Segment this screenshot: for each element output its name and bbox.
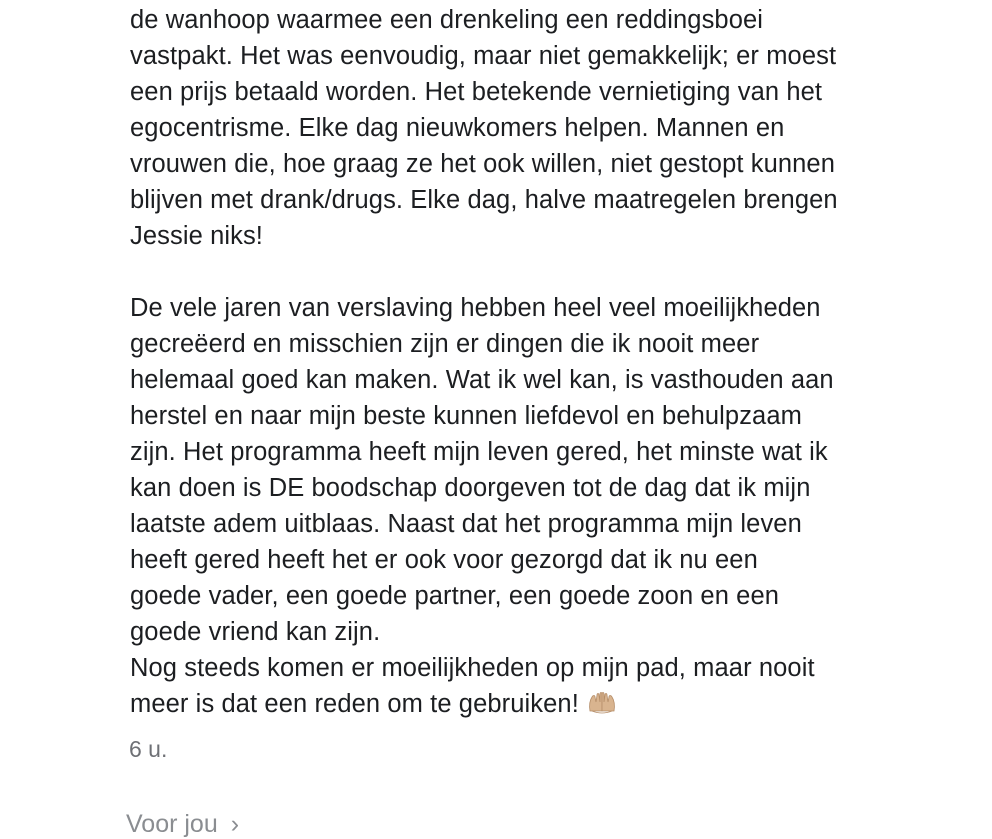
post-line: Nog steeds komen er moeilijkheden op mijn pad, maar nooit <box>130 654 815 682</box>
post-line: een prijs betaald worden. Het betekende vernietiging van het <box>130 78 823 106</box>
post-line: vrouwen die, hoe graag ze het ook willen, niet gestopt kunnen <box>130 150 835 178</box>
post-timestamp[interactable]: 6 u. <box>129 736 168 762</box>
post-line: herstel en naar mijn beste kunnen liefdevol en behulpzaam <box>130 402 802 430</box>
for-you-link[interactable] <box>126 810 239 839</box>
post-line: goede vriend kan zijn. <box>130 618 381 646</box>
post-line: laatste adem uitblaas. Naast dat het programma mijn leven <box>130 510 802 538</box>
post-line: De vele jaren van verslaving hebben heel veel moeilijkheden <box>130 294 821 322</box>
post-line: helemaal goed kan maken. Wat ik wel kan, is vasthouden aan <box>130 366 834 394</box>
post-line: heeft gered heeft het er ook voor gezorgd dat ik nu een <box>130 546 758 574</box>
post-line: blijven met drank/drugs. Elke dag, halve maatregelen brengen <box>130 186 838 214</box>
palms-up-together-icon <box>587 689 617 713</box>
paragraph-break <box>130 254 950 290</box>
post-line: goede vader, een goede partner, een goede zoon en een <box>130 582 780 610</box>
post-line-last <box>130 686 950 722</box>
post-line: kan doen is DE boodschap doorgeven tot de dag dat ik mijn <box>130 474 811 502</box>
post-line: de wanhoop waarmee een drenkeling een reddingsboei <box>130 6 764 34</box>
post-line: zijn. Het programma heeft mijn leven gered, het minste wat ik <box>130 438 828 466</box>
post-line-text: meer is dat een reden om te gebruiken! <box>130 690 579 718</box>
for-you-label: Voor jou <box>126 810 218 838</box>
post-text <box>130 2 950 722</box>
chevron-right-icon: › <box>230 810 240 838</box>
post-line: vastpakt. Het was eenvoudig, maar niet gemakkelijk; er moest <box>130 42 837 70</box>
post-line: egocentrisme. Elke dag nieuwkomers helpen. Mannen en <box>130 114 785 142</box>
post-line: gecreëerd en misschien zijn er dingen die ik nooit meer <box>130 330 760 358</box>
post-line: Jessie niks! <box>130 222 263 250</box>
